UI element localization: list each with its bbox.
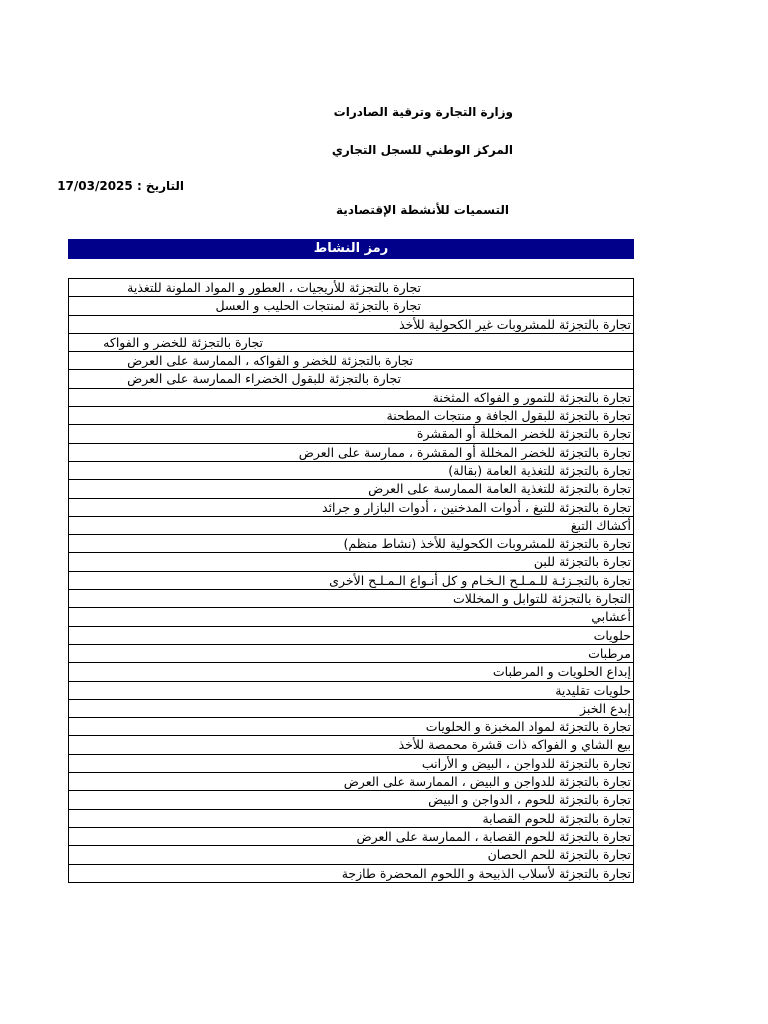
- table-header-banner: رمز النشاط: [68, 239, 634, 259]
- table-row: تجارة بالتجزئة للبن: [68, 553, 634, 571]
- table-row: تجارة بالتجزئة للتبغ ، أدوات المدخنين ، أدوات البازار و جرائد: [68, 499, 634, 517]
- ministry-title: وزارة التجارة وترقية الصادرات: [333, 105, 513, 119]
- date-label: التاريخ :: [136, 179, 184, 193]
- table-row: إبدع الخبز: [68, 700, 634, 718]
- table-row: تجارة بالتجزئة للخضر المخللة أو المقشرة: [68, 425, 634, 443]
- table-row: تجارة بالتجزئة للمشروبات الكحولية للأخذ (نشاط منظم): [68, 535, 634, 553]
- table-row: تجارة بالتجزئة لمنتجات الحليب و العسل: [68, 297, 634, 315]
- date-line: [57, 179, 184, 193]
- table-row: بيع الشاي و الفواكه ذات قشرة محمصة للأخذ: [68, 736, 634, 754]
- table-row: تجارة بالتجزئة للخضر و الفواكه ، الممارسة على العرض: [68, 352, 634, 370]
- table-row: أكشاك التبغ: [68, 517, 634, 535]
- table-row: تجارة بالتجزئة للحوم القصابة ، الممارسة على العرض: [68, 828, 634, 846]
- table-row: أعشابي: [68, 608, 634, 626]
- table-row: تجارة بالتجزئة للأريجيات ، العطور و المواد الملونة للتغذية: [68, 279, 634, 297]
- table-row: تجارة بالتجزئة للحوم القصابة: [68, 810, 634, 828]
- table-row: تجارة بالتجزئة لأسلاب الذبيحة و اللحوم المحضرة طازجة: [68, 865, 634, 883]
- table-row: تجارة بالتجزئة للبقول الجافة و منتجات المطحنة: [68, 407, 634, 425]
- table-row: تجارة بالتجزئة للخضر و الفواكه: [68, 334, 634, 352]
- center-title: المركز الوطني للسجل التجاري: [331, 143, 513, 157]
- date-value: 17/03/2025: [57, 179, 133, 193]
- activity-table: [68, 278, 634, 883]
- table-row: حلويات: [68, 627, 634, 645]
- table-row: تجارة بالتجزئة للدواجن ، البيض و الأرانب: [68, 755, 634, 773]
- table-row: مرطبات: [68, 645, 634, 663]
- table-row: تجارة بالتجزئة للتمور و الفواكه المثخنة: [68, 389, 634, 407]
- designations-title: التسميات للأنشطة الإقتصادية: [336, 203, 509, 217]
- table-row: تجارة بالتجـزئـة للـمـلـح الـخـام و كل أنـواع الـمـلـح الأخرى: [68, 572, 634, 590]
- table-row: تجارة بالتجزئة للبقول الخضراء الممارسة على العرض: [68, 370, 634, 388]
- table-row: تجارة بالتجزئة للحوم ، الدواجن و البيض: [68, 791, 634, 809]
- table-row: التجارة بالتجزئة للتوابل و المخللات: [68, 590, 634, 608]
- table-row: تجارة بالتجزئة للمشروبات غير الكحولية للأخذ: [68, 316, 634, 334]
- table-row: إبداع الحلويات و المرطبات: [68, 663, 634, 681]
- table-row: تجارة بالتجزئة للتغذية العامة (بقالة): [68, 462, 634, 480]
- table-row: تجارة بالتجزئة للحم الحصان: [68, 846, 634, 864]
- table-row: تجارة بالتجزئة للدواجن و البيض ، الممارسة على العرض: [68, 773, 634, 791]
- table-row: تجارة بالتجزئة لمواد المخبزة و الحلويات: [68, 718, 634, 736]
- table-row: تجارة بالتجزئة للخضر المخللة أو المقشرة ، ممارسة على العرض: [68, 444, 634, 462]
- table-row: حلويات تقليدية: [68, 682, 634, 700]
- table-row: تجارة بالتجزئة للتغذية العامة الممارسة على العرض: [68, 480, 634, 498]
